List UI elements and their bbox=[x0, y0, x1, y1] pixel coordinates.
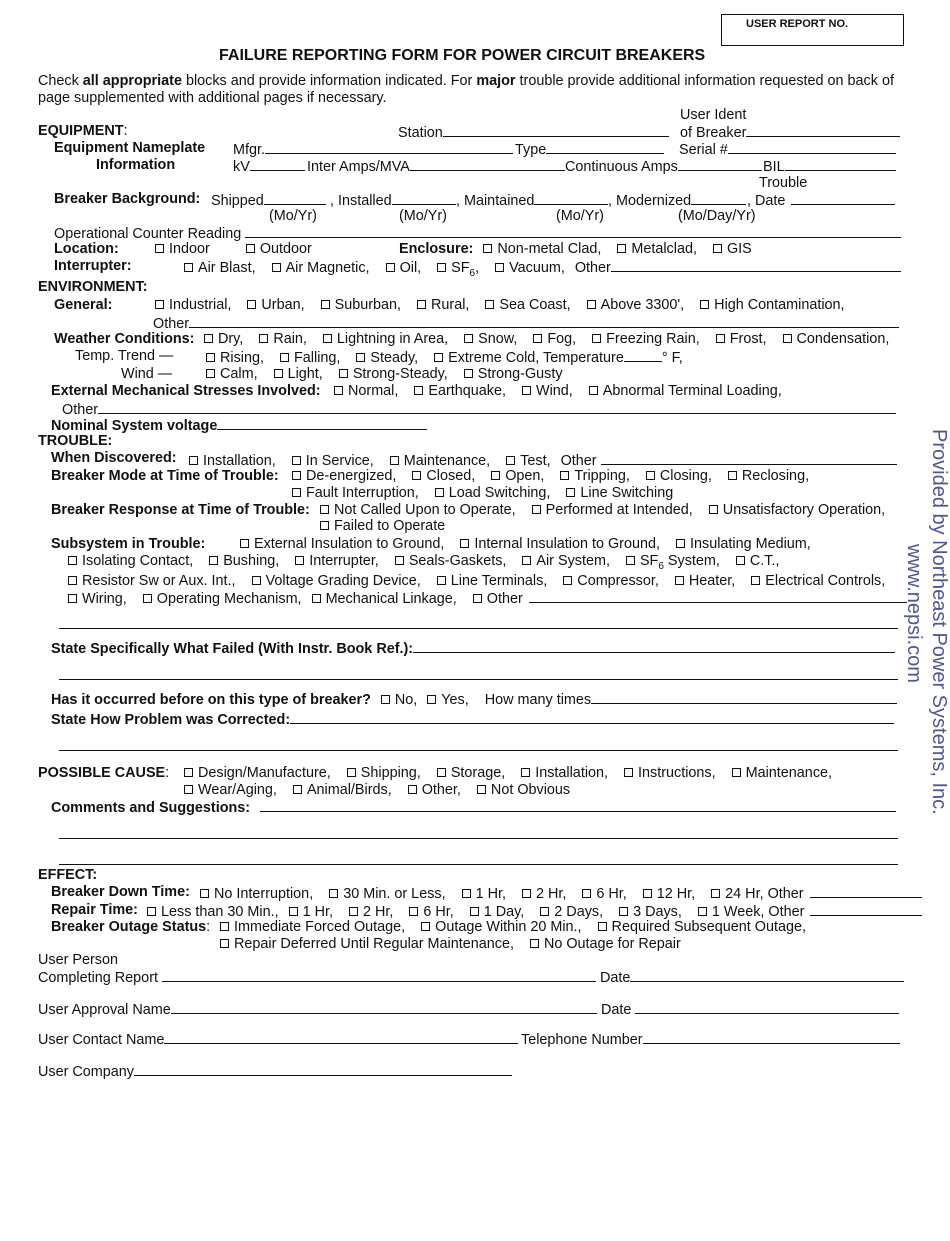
approval-date-field[interactable]: Date bbox=[601, 1000, 899, 1019]
user-ident-field[interactable]: of Breaker bbox=[680, 123, 900, 142]
trouble-date-field[interactable]: , Date bbox=[747, 191, 895, 210]
checkbox[interactable] bbox=[711, 889, 720, 898]
checkbox[interactable] bbox=[200, 889, 209, 898]
breaker-response-options-2: Failed to Operate bbox=[320, 518, 445, 535]
checkbox[interactable] bbox=[437, 263, 446, 272]
breaker-background-label: Breaker Background: bbox=[54, 191, 201, 207]
checkbox[interactable] bbox=[220, 939, 229, 948]
modernized-format: (Mo/Day/Yr) bbox=[678, 208, 756, 224]
checkbox[interactable] bbox=[329, 889, 338, 898]
checkbox[interactable] bbox=[751, 576, 760, 585]
user-report-number-box[interactable] bbox=[721, 14, 904, 46]
trouble-date-label: Trouble bbox=[759, 175, 808, 191]
checkbox[interactable] bbox=[189, 456, 198, 465]
checkbox[interactable] bbox=[592, 334, 601, 343]
breaker-response-label: Breaker Response at Time of Trouble: bbox=[51, 502, 310, 518]
mechanical-other-field[interactable]: Other bbox=[62, 400, 896, 419]
temp-trend-options: Rising, Falling, Steady, Extreme Cold, Temperature ° F, bbox=[206, 348, 683, 367]
checkbox[interactable] bbox=[619, 907, 628, 916]
checkbox[interactable] bbox=[289, 907, 298, 916]
how-corrected-line-2[interactable] bbox=[59, 750, 898, 751]
breaker-mode-options-2: Fault Interruption, Load Switching, Line Switching bbox=[292, 485, 673, 502]
repair-time-options: Less than 30 Min., 1 Hr, 2 Hr, 6 Hr, 1 Day, 2 Days, 3 Days, 1 Week, Other bbox=[147, 902, 922, 921]
checkbox[interactable] bbox=[582, 889, 591, 898]
information-label: Information bbox=[96, 157, 176, 173]
checkbox[interactable] bbox=[155, 300, 164, 309]
checkbox[interactable] bbox=[206, 353, 215, 362]
completing-report-field[interactable]: Completing Report bbox=[38, 968, 596, 987]
comments-line-2[interactable] bbox=[59, 838, 898, 839]
down-time-options: No Interruption, 30 Min. or Less, 1 Hr, 2 Hr, 6 Hr, 12 Hr, 24 Hr, Other bbox=[200, 884, 922, 903]
provider-website: www.nepsi.com bbox=[903, 544, 925, 683]
subsystem-blank-line[interactable] bbox=[59, 628, 898, 629]
op-counter-field[interactable]: Operational Counter Reading bbox=[54, 224, 901, 243]
location-label: Location: bbox=[54, 241, 119, 257]
user-person-label: User Person bbox=[38, 952, 118, 968]
checkbox[interactable] bbox=[409, 907, 418, 916]
checkbox[interactable] bbox=[716, 334, 725, 343]
checkbox[interactable] bbox=[247, 300, 256, 309]
checkbox[interactable] bbox=[414, 386, 423, 395]
checkbox[interactable] bbox=[272, 263, 281, 272]
checkbox[interactable] bbox=[412, 471, 421, 480]
checkbox[interactable] bbox=[184, 263, 193, 272]
general-label: General: bbox=[54, 297, 113, 313]
checkbox[interactable] bbox=[321, 300, 330, 309]
checkbox[interactable] bbox=[624, 768, 633, 777]
comments-field[interactable]: Comments and Suggestions: bbox=[51, 798, 896, 817]
checkbox[interactable] bbox=[246, 244, 255, 253]
checkbox[interactable] bbox=[334, 386, 343, 395]
checkbox[interactable] bbox=[464, 369, 473, 378]
checkbox[interactable] bbox=[295, 556, 304, 565]
checkbox[interactable] bbox=[437, 768, 446, 777]
interrupter-label: Interrupter: bbox=[54, 258, 132, 274]
maintained-format: (Mo/Yr) bbox=[556, 208, 604, 224]
contact-name-field[interactable]: User Contact Name bbox=[38, 1030, 518, 1049]
checkbox[interactable] bbox=[259, 334, 268, 343]
trouble-header: TROUBLE: bbox=[38, 433, 113, 449]
checkbox[interactable] bbox=[68, 576, 77, 585]
checkbox[interactable] bbox=[204, 334, 213, 343]
outage-status-options-2: Repair Deferred Until Regular Maintenance, No Outage for Repair bbox=[220, 936, 681, 953]
breaker-mode-options-1: De-energized, Closed, Open, Tripping, Closing, Reclosing, bbox=[292, 468, 809, 485]
checkbox[interactable] bbox=[477, 785, 486, 794]
down-time-label: Breaker Down Time: bbox=[51, 884, 190, 900]
weather-options: Dry, Rain, Lightning in Area, Snow, Fog, Freezing Rain, Frost, Condensation, bbox=[204, 331, 889, 348]
checkbox[interactable] bbox=[390, 456, 399, 465]
possible-cause-label: POSSIBLE CAUSE: bbox=[38, 765, 170, 781]
breaker-response-options-1: Not Called Upon to Operate, Performed at Intended, Unsatisfactory Operation, bbox=[320, 502, 885, 519]
checkbox[interactable] bbox=[589, 386, 598, 395]
checkbox[interactable] bbox=[522, 889, 531, 898]
subsystem-options-4: Wiring, Operating Mechanism, Mechanical Linkage, Other bbox=[68, 589, 907, 608]
checkbox[interactable] bbox=[462, 889, 471, 898]
instructions-line-2: page supplemented with additional pages if necessary. bbox=[38, 90, 387, 106]
checkbox[interactable] bbox=[646, 471, 655, 480]
checkbox[interactable] bbox=[417, 300, 426, 309]
checkbox[interactable] bbox=[736, 556, 745, 565]
checkbox[interactable] bbox=[533, 334, 542, 343]
checkbox[interactable] bbox=[292, 488, 301, 497]
checkbox[interactable] bbox=[437, 576, 446, 585]
what-failed-field[interactable]: State Specifically What Failed (With Instr. Book Ref.): bbox=[51, 639, 895, 658]
when-discovered-label: When Discovered: bbox=[51, 450, 177, 466]
telephone-field[interactable]: Telephone Number bbox=[521, 1030, 900, 1049]
checkbox[interactable] bbox=[155, 244, 164, 253]
installed-field[interactable]: , Installed bbox=[330, 191, 456, 210]
checkbox[interactable] bbox=[485, 300, 494, 309]
bil-field[interactable]: BIL bbox=[763, 157, 896, 176]
subsystem-label: Subsystem in Trouble: bbox=[51, 536, 206, 552]
checkbox[interactable] bbox=[676, 539, 685, 548]
kv-field[interactable]: kV bbox=[233, 157, 305, 176]
general-options: Industrial, Urban, Suburban, Rural, Sea Coast, Above 3300', High Contamination, bbox=[155, 297, 845, 314]
checkbox[interactable] bbox=[709, 505, 718, 514]
checkbox[interactable] bbox=[713, 244, 722, 253]
breaker-mode-label: Breaker Mode at Time of Trouble: bbox=[51, 468, 279, 484]
checkbox[interactable] bbox=[560, 471, 569, 480]
checkbox[interactable] bbox=[323, 334, 332, 343]
checkbox[interactable] bbox=[280, 353, 289, 362]
form-title: FAILURE REPORTING FORM FOR POWER CIRCUIT BREAKERS bbox=[219, 47, 706, 64]
subsystem-options-2: Isolating Contact, Bushing, Interrupter, Seals-Gaskets, Air System, $SF_6$ System, C.T., bbox=[68, 553, 779, 570]
mechanical-stresses-options: Normal, Earthquake, Wind, Abnormal Terminal Loading, bbox=[334, 383, 782, 400]
outage-status-label: Breaker Outage Status: bbox=[51, 919, 211, 935]
checkbox[interactable] bbox=[675, 576, 684, 585]
possible-cause-options-2: Wear/Aging, Animal/Birds, Other, Not Obvious bbox=[184, 782, 570, 799]
subsystem-options-3: Resistor Sw or Aux. Int., Voltage Grading Device, Line Terminals, Compressor, Heater, Electrical Controls, bbox=[68, 573, 885, 590]
checkbox[interactable] bbox=[274, 369, 283, 378]
checkbox[interactable] bbox=[626, 556, 635, 565]
checkbox[interactable] bbox=[563, 576, 572, 585]
checkbox[interactable] bbox=[421, 922, 430, 931]
installed-format: (Mo/Yr) bbox=[399, 208, 447, 224]
continuous-amps-field[interactable]: Continuous Amps bbox=[565, 157, 762, 176]
checkbox[interactable] bbox=[292, 456, 301, 465]
checkbox[interactable] bbox=[521, 768, 530, 777]
checkbox[interactable] bbox=[728, 471, 737, 480]
checkbox[interactable] bbox=[598, 922, 607, 931]
checkbox[interactable] bbox=[460, 539, 469, 548]
approval-name-field[interactable]: User Approval Name bbox=[38, 1000, 597, 1019]
provider-credit: Provided by Northeast Power Systems, Inc. bbox=[928, 429, 950, 815]
repair-time-label: Repair Time: bbox=[51, 902, 138, 918]
general-other-field[interactable]: Other bbox=[153, 314, 899, 333]
checkbox[interactable] bbox=[312, 594, 321, 603]
checkbox[interactable] bbox=[386, 263, 395, 272]
what-failed-line-2[interactable] bbox=[59, 679, 898, 680]
checkbox[interactable] bbox=[464, 334, 473, 343]
checkbox[interactable] bbox=[470, 907, 479, 916]
checkbox[interactable] bbox=[408, 785, 417, 794]
temp-trend-label: Temp. Trend — bbox=[75, 348, 174, 364]
checkbox[interactable] bbox=[540, 907, 549, 916]
checkbox[interactable] bbox=[473, 594, 482, 603]
checkbox[interactable] bbox=[381, 695, 390, 704]
interrupter-options: Air Blast, Air Magnetic, Oil, $SF_6$, Vacuum, Other bbox=[184, 258, 901, 277]
checkbox[interactable] bbox=[700, 300, 709, 309]
weather-label: Weather Conditions: bbox=[54, 331, 195, 347]
checkbox[interactable] bbox=[698, 907, 707, 916]
station-field[interactable]: Station bbox=[398, 123, 669, 142]
checkbox[interactable] bbox=[292, 471, 301, 480]
location-options: Indoor Outdoor bbox=[155, 241, 312, 258]
how-corrected-field[interactable]: State How Problem was Corrected: bbox=[51, 710, 894, 729]
checkbox[interactable] bbox=[783, 334, 792, 343]
enclosure-options: Enclosure: Non-metal Clad, Metalclad, GIS bbox=[399, 241, 752, 257]
shipped-field[interactable]: Shipped bbox=[211, 191, 326, 210]
checkbox[interactable] bbox=[143, 594, 152, 603]
checkbox[interactable] bbox=[427, 695, 436, 704]
subsystem-options-1: External Insulation to Ground, Internal Insulation to Ground, Insulating Medium, bbox=[240, 536, 811, 553]
checkbox[interactable] bbox=[240, 539, 249, 548]
checkbox[interactable] bbox=[184, 785, 193, 794]
checkbox[interactable] bbox=[587, 300, 596, 309]
modernized-field[interactable]: , Modernized bbox=[608, 191, 746, 210]
checkbox[interactable] bbox=[495, 263, 504, 272]
checkbox[interactable] bbox=[320, 521, 329, 530]
occurred-before-row: Has it occurred before on this type of breaker? No, Yes, How many times bbox=[51, 690, 897, 709]
checkbox[interactable] bbox=[532, 505, 541, 514]
checkbox[interactable] bbox=[617, 244, 626, 253]
user-report-number-label: USER REPORT NO. bbox=[746, 18, 849, 30]
equipment-header: EQUIPMENT: bbox=[38, 123, 128, 139]
checkbox[interactable] bbox=[349, 907, 358, 916]
checkbox[interactable] bbox=[68, 594, 77, 603]
user-ident-label-1: User Ident bbox=[680, 107, 747, 123]
environment-header: ENVIRONMENT: bbox=[38, 279, 148, 295]
checkbox[interactable] bbox=[435, 488, 444, 497]
inter-amps-field[interactable]: Inter Amps/MVA bbox=[307, 157, 565, 176]
mfgr-field[interactable]: Mfgr. bbox=[233, 140, 513, 159]
serial-field[interactable]: Serial # bbox=[679, 140, 896, 159]
checkbox[interactable] bbox=[220, 922, 229, 931]
checkbox[interactable] bbox=[320, 505, 329, 514]
wind-label: Wind — bbox=[121, 366, 173, 382]
checkbox[interactable] bbox=[483, 244, 492, 253]
when-discovered-options: Installation, In Service, Maintenance, Test, Other bbox=[189, 451, 897, 470]
shipped-format: (Mo/Yr) bbox=[269, 208, 317, 224]
checkbox[interactable] bbox=[206, 369, 215, 378]
checkbox[interactable] bbox=[522, 556, 531, 565]
checkbox[interactable] bbox=[732, 768, 741, 777]
checkbox[interactable] bbox=[252, 576, 261, 585]
checkbox[interactable] bbox=[209, 556, 218, 565]
checkbox[interactable] bbox=[293, 785, 302, 794]
outage-status-options-1: Immediate Forced Outage, Outage Within 20 Min., Required Subsequent Outage, bbox=[220, 919, 806, 936]
company-field[interactable]: User Company bbox=[38, 1062, 512, 1081]
checkbox[interactable] bbox=[395, 556, 404, 565]
checkbox[interactable] bbox=[522, 386, 531, 395]
type-field[interactable]: Type bbox=[515, 140, 664, 159]
completing-date-field[interactable]: Date bbox=[600, 968, 904, 987]
checkbox[interactable] bbox=[347, 768, 356, 777]
nominal-voltage-field[interactable]: Nominal System voltage bbox=[51, 416, 427, 435]
comments-line-3[interactable] bbox=[59, 864, 898, 865]
checkbox[interactable] bbox=[506, 456, 515, 465]
checkbox[interactable] bbox=[434, 353, 443, 362]
effect-header: EFFECT: bbox=[38, 867, 98, 883]
instructions-line-1: Check all appropriate blocks and provide information indicated. For major trouble provide additional information requested on back of bbox=[38, 73, 894, 89]
checkbox[interactable] bbox=[356, 353, 365, 362]
checkbox[interactable] bbox=[643, 889, 652, 898]
mechanical-stresses-label: External Mechanical Stresses Involved: bbox=[51, 383, 321, 399]
wind-options: Calm, Light, Strong-Steady, Strong-Gusty bbox=[206, 366, 563, 383]
nameplate-label: Equipment Nameplate bbox=[54, 140, 206, 156]
checkbox[interactable] bbox=[530, 939, 539, 948]
maintained-field[interactable]: , Maintained bbox=[456, 191, 608, 210]
checkbox[interactable] bbox=[491, 471, 500, 480]
checkbox[interactable] bbox=[566, 488, 575, 497]
checkbox[interactable] bbox=[147, 907, 156, 916]
possible-cause-options-1: Design/Manufacture, Shipping, Storage, Installation, Instructions, Maintenance, bbox=[184, 765, 832, 782]
checkbox[interactable] bbox=[184, 768, 193, 777]
checkbox[interactable] bbox=[339, 369, 348, 378]
checkbox[interactable] bbox=[68, 556, 77, 565]
